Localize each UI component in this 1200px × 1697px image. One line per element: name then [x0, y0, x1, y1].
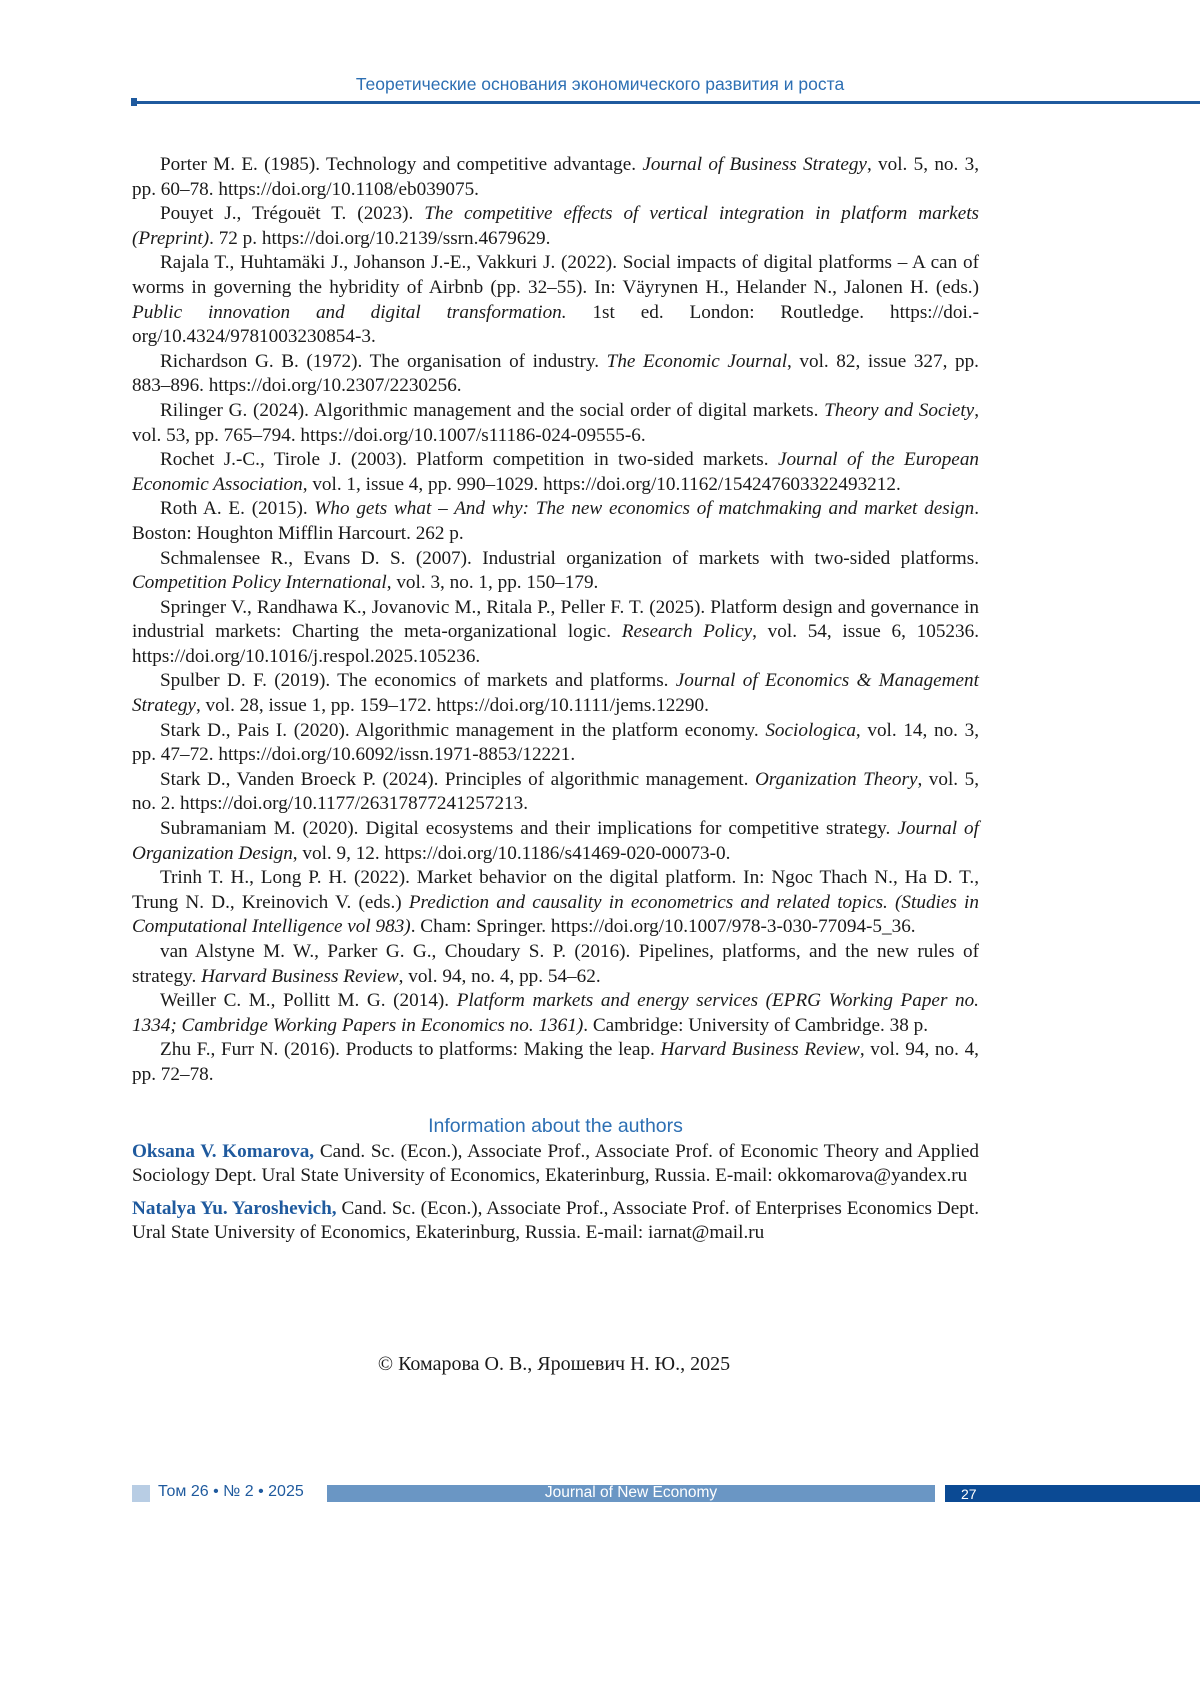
- reference-text: , vol. 1, issue 4, pp. 990–1029. https://doi.org/10.1162/154247603322493212.: [302, 473, 901, 495]
- reference-text: , vol. 3, no. 1, pp. 150–179.: [386, 572, 599, 594]
- reference-source: Research Policy: [621, 621, 753, 643]
- reference-item: [132, 1038, 979, 1087]
- reference-item: [132, 940, 979, 989]
- reference-item: [132, 669, 979, 718]
- reference-source: Public innovation and digital transformation.: [132, 301, 567, 323]
- reference-text: Rilinger G. (2024). Algorithmic management and the social order of digital markets.: [160, 399, 825, 421]
- reference-source: Who gets what – And why: The new economics of matchmaking and market design: [314, 498, 975, 520]
- reference-item: [132, 866, 979, 940]
- reference-source: Platform markets and energy services (EPRG Working Paper no. 1334; Cambridge Working Papers in Economics no. 1361): [132, 990, 979, 1036]
- running-title: Теоретические основания экономического развития и роста: [355, 74, 845, 94]
- reference-text: , vol. 9, 12. https://doi.org/10.1186/s41469-020-00073-0.: [292, 842, 731, 864]
- authors-heading: Information about the authors: [428, 1114, 683, 1137]
- reference-source: Journal of Economics & Management Strategy: [132, 670, 979, 717]
- reference-text: Zhu F., Furr N. (2016). Products to platforms: Making the leap.: [160, 1039, 661, 1061]
- reference-text: , vol. 5, no. 3, pp. 60–78. https://doi.org/10.1108/eb039075.: [132, 154, 979, 200]
- reference-item: [132, 251, 979, 349]
- author-name: Natalya Yu. Yaroshevich,: [132, 1197, 337, 1219]
- reference-item: [132, 547, 979, 596]
- reference-item: [132, 448, 979, 497]
- reference-source: Organization Theory: [754, 768, 918, 790]
- reference-text: Rajala T., Huhtamäki J., Johanson J.-E., Vakkuri J. (2022). Social impacts of digital platforms – A can of worms in governing the hybridity of Airbnb (pp. 32–55). In: Väyrynen H., Helander N., Jalonen H. (eds.): [132, 252, 979, 298]
- copyright: © Комарова О. В., Ярошевич Н. Ю., 2025: [377, 1353, 731, 1375]
- author-entry: [132, 1140, 979, 1189]
- reference-text: Stark D., Vanden Broeck P. (2024). Principles of algorithmic management.: [160, 768, 755, 790]
- reference-text: Schmalensee R., Evans D. S. (2007). Industrial organization of markets with two-sided platforms.: [160, 547, 979, 569]
- reference-text: Rochet J.-C., Tirole J. (2003). Platform competition in two-sided markets.: [160, 449, 778, 471]
- reference-text: . Cham: Springer. https://doi.org/10.1007/978-3-030-77094-5_36.: [410, 916, 916, 938]
- reference-text: . 72 p. https://doi.org/10.2139/ssrn.4679629.: [209, 227, 551, 249]
- reference-item: [132, 497, 979, 546]
- footer-marker: [132, 1485, 150, 1502]
- reference-text: . Cambridge: University of Cambridge. 38 p.: [583, 1014, 929, 1036]
- reference-text: Pouyet J., Trégouët T. (2023).: [160, 203, 425, 225]
- reference-item: [132, 596, 979, 670]
- reference-text: Trinh T. H., Long P. H. (2022). Market behavior on the digital platform. In: Ngoc Thach N., Ha D. T., Trung N. D., Kreinovich V. (eds.): [132, 867, 979, 913]
- reference-source: Journal of Business Strategy: [642, 154, 867, 175]
- reference-item: [132, 719, 979, 768]
- reference-list: [132, 153, 979, 1088]
- reference-text: Springer V., Randhawa K., Jovanovic M., Ritala P., Peller F. T. (2025). Platform design and governance in industrial markets: Charting the meta-organizational logic.: [132, 596, 979, 643]
- main-column: [132, 153, 979, 1254]
- reference-text: , vol. 54, issue 6, 105236. https://doi.org/10.1016/j.respol.2025.105236.: [132, 621, 979, 667]
- reference-text: , vol. 94, no. 4, pp. 72–78.: [132, 1039, 979, 1085]
- reference-source: Harvard Business Review: [201, 965, 399, 987]
- reference-source: Theory and Society: [824, 399, 975, 421]
- reference-source: The Economic Journal: [606, 350, 788, 372]
- running-header: [0, 74, 1200, 95]
- reference-source: Journal of Organization Design: [132, 818, 979, 864]
- reference-source: Sociologica: [765, 719, 856, 741]
- footer-journal: Journal of New Economy: [327, 1485, 935, 1502]
- reference-item: [132, 399, 979, 448]
- reference-text: , vol. 53, pp. 765–794. https://doi.org/10.1007/s11186-024-09555-6.: [132, 399, 979, 446]
- reference-source: Prediction and causality in econometrics and related topics. (Studies in Computational Intelligence vol 983): [132, 891, 979, 938]
- reference-text: Weiller C. M., Pollitt M. G. (2014).: [160, 990, 457, 1012]
- authors-list: [132, 1140, 979, 1246]
- header-rule: [134, 101, 1200, 104]
- reference-source: Harvard Business Review: [660, 1039, 860, 1061]
- page-number: 27: [945, 1485, 1200, 1502]
- reference-source: Competition Policy International: [132, 572, 387, 594]
- reference-item: [132, 153, 979, 202]
- reference-text: Spulber D. F. (2019). The economics of markets and platforms.: [160, 670, 676, 692]
- reference-text: , vol. 28, issue 1, pp. 159–172. https://doi.org/10.1111/jems.12290.: [195, 695, 709, 717]
- author-name: Oksana V. Komarova,: [132, 1140, 315, 1162]
- reference-item: [132, 768, 979, 817]
- reference-text: 1st ed. London: Routledge. https://doi.org/10.4324/9781003230854-3.: [132, 301, 979, 348]
- reference-item: [132, 817, 979, 866]
- reference-item: [132, 202, 979, 251]
- reference-text: , vol. 14, no. 3, pp. 47–72. https://doi.org/10.6092/issn.1971-8853/12221.: [132, 719, 979, 766]
- reference-text: Richardson G. B. (1972). The organisation of industry.: [160, 350, 607, 372]
- reference-text: Porter M. E. (1985). Technology and competitive advantage.: [160, 154, 643, 175]
- reference-text: Stark D., Pais I. (2020). Algorithmic management in the platform economy.: [160, 719, 766, 741]
- author-info: Cand. Sc. (Econ.), Associate Prof., Associate Prof. of Economic Theory and Applied Sociology Dept. Ural State University of Economics, Ekaterinburg, Russia. E-mail: okkomarova@​yandex.ru: [132, 1140, 979, 1187]
- reference-text: , vol. 5, no. 2. https://doi.org/10.1177/26317877241257213.: [132, 768, 979, 815]
- reference-item: [132, 350, 979, 399]
- reference-text: van Alstyne M. W., Parker G. G., Choudary S. P. (2016). Pipelines, platforms, and the new rules of strategy.: [132, 941, 979, 987]
- footer-volume: Том 26 • № 2 • 2025: [158, 1483, 304, 1500]
- reference-item: [132, 989, 979, 1038]
- author-entry: [132, 1197, 979, 1246]
- author-info: Cand. Sc. (Econ.), Associate Prof., Associate Prof. of Enterprises Economics Dept. Ural State University of Economics, Ekaterinburg, Russia. E-mail: iarnat@mail.ru: [132, 1197, 980, 1244]
- reference-source: Journal of the European Economic Association: [132, 449, 980, 495]
- reference-text: Roth A. E. (2015).: [160, 498, 315, 520]
- reference-source: The competitive effects of vertical integration in platform markets (Preprint): [132, 203, 980, 249]
- reference-text: Subramaniam M. (2020). Digital ecosystems and their implications for competitive strategy.: [160, 818, 898, 840]
- reference-text: . Boston: Houghton Mifflin Harcourt. 262 p.: [132, 498, 979, 544]
- reference-text: , vol. 94, no. 4, pp. 54–62.: [398, 965, 601, 987]
- reference-text: , vol. 82, issue 327, pp. 883–896. https://doi.org/10.2307/2230256.: [132, 350, 979, 397]
